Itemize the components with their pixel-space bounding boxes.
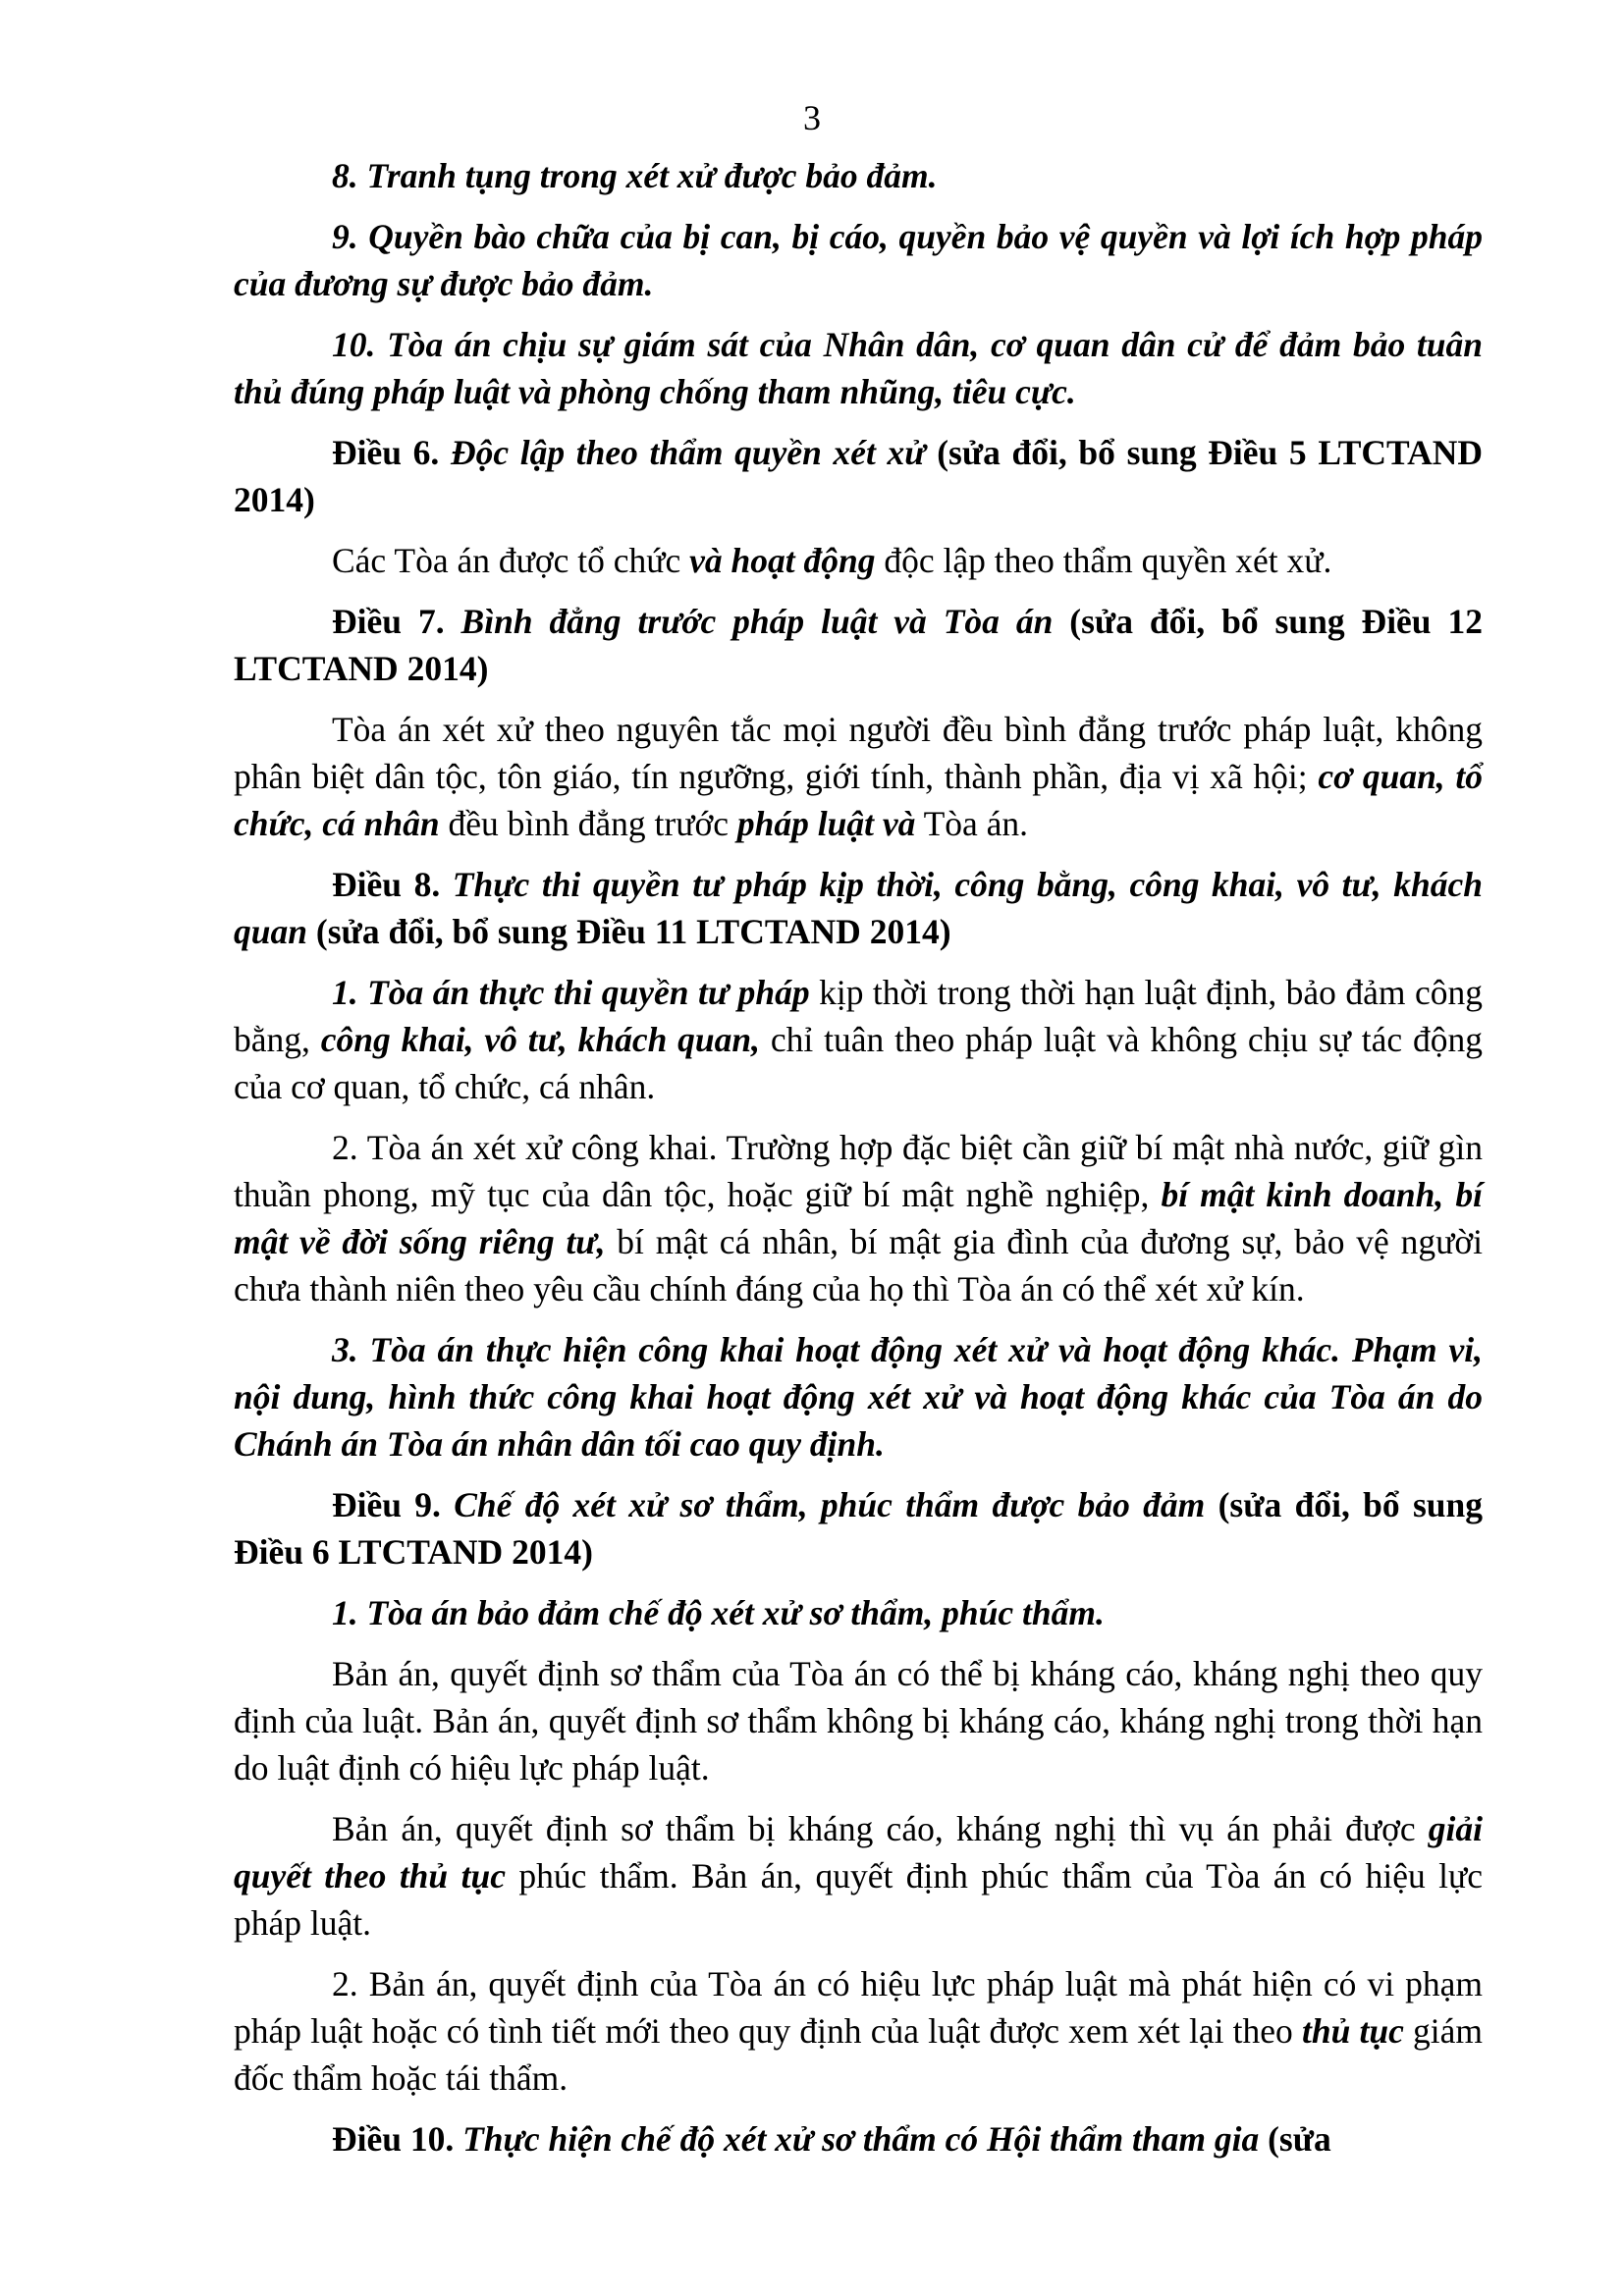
text-run: Độc lập theo thẩm quyền xét xử (450, 433, 926, 472)
text-run: thủ tục (1301, 2011, 1404, 2051)
text-run: giám đốc thẩm hoặc tái thẩm. (234, 2011, 1484, 2098)
paragraph (234, 861, 1483, 955)
paragraph (234, 1650, 1483, 1791)
paragraph (234, 1589, 1483, 1636)
text-run: phúc thẩm. Bản án, quyết định phúc thẩm của Tòa án có hiệu lực pháp luật. (234, 1856, 1483, 1943)
text-run: Chế độ xét xử sơ thẩm, phúc thẩm được bảo đảm (454, 1485, 1206, 1524)
text-run: 2. Bản án, quyết định của Tòa án có hiệu lực pháp luật mà phát hiện có vi phạm pháp luật hoặc có tình tiết mới theo quy định của luật được xem xét lại theo (234, 1964, 1483, 2051)
paragraph (234, 429, 1483, 523)
text-run: Tòa án. (915, 804, 1029, 843)
text-run: Bình đẳng trước pháp luật và Tòa án (460, 602, 1054, 641)
paragraph (234, 537, 1483, 584)
text-run: (sửa (1259, 2119, 1331, 2159)
page-number: 3 (803, 98, 821, 137)
text-run: độc lập theo thẩm quyền xét xử. (875, 541, 1332, 580)
text-run: 1. Tòa án thực thi quyền tư pháp (332, 973, 810, 1012)
text-run: pháp luật và (736, 804, 916, 843)
paragraph (234, 706, 1483, 847)
text-run: Điều 9. (332, 1485, 455, 1524)
text-run: Các Tòa án được tổ chức (332, 541, 690, 580)
text-run: Bản án, quyết định sơ thẩm của Tòa án có thể bị kháng cáo, kháng nghị theo quy định của luật. Bản án, quyết định sơ thẩm không bị kháng cáo, kháng nghị trong thời hạn do luật định có hiệu lực pháp luật. (234, 1654, 1483, 1788)
text-run: Tòa án xét xử theo nguyên tắc mọi người đều bình đẳng trước pháp luật, không phân biệt dân tộc, tôn giáo, tín ngưỡng, giới tính, thành phần, địa vị xã hội; (234, 710, 1483, 796)
text-run: (sửa đổi, bổ sung Điều 6 LTCTAND 2014) (234, 1485, 1484, 1572)
text-run: Điều 7. (332, 602, 461, 641)
text-run: 2. Tòa án xét xử công khai. Trường hợp đặc biệt cần giữ bí mật nhà nước, giữ gìn thuần phong, mỹ tục của dân tộc, hoặc giữ bí mật nghề nghiệp, (234, 1128, 1483, 1214)
text-run: 10. Tòa án chịu sự giám sát của Nhân dân, cơ quan dân cử để đảm bảo tuân thủ đúng pháp luật và phòng chống tham nhũng, tiêu cực. (234, 325, 1483, 411)
text-run: và hoạt động (689, 541, 876, 580)
paragraph (234, 1805, 1483, 1947)
text-run: bí mật cá nhân, bí mật gia đình của đương sự, bảo vệ người chưa thành niên theo yêu cầu chính đáng của họ thì Tòa án có thể xét xử kín. (234, 1222, 1483, 1308)
text-run: (sửa đổi, bổ sung Điều 5 LTCTAND 2014) (234, 433, 1484, 519)
paragraph (234, 1124, 1483, 1312)
text-run: Điều 10. (332, 2119, 463, 2159)
text-run: Điều 6. (332, 433, 451, 472)
text-run: (sửa đổi, bổ sung Điều 11 LTCTAND 2014) (307, 912, 951, 951)
text-run: Thực thi quyền tư pháp kịp thời, công bằng, công khai, vô tư, khách quan (234, 865, 1484, 951)
paragraph (234, 321, 1483, 415)
text-run: bí mật kinh doanh, bí mật về đời sống riêng tư, (234, 1175, 1483, 1261)
paragraph (234, 1481, 1483, 1575)
text-run: Bản án, quyết định sơ thẩm bị kháng cáo, kháng nghị thì vụ án phải được (332, 1809, 1429, 1848)
text-run: công khai, vô tư, khách quan, (320, 1020, 761, 1059)
text-run: 1. Tòa án bảo đảm chế độ xét xử sơ thẩm, phúc thẩm. (332, 1593, 1105, 1632)
paragraph (234, 598, 1483, 692)
paragraph (234, 1960, 1483, 2102)
paragraph (234, 1326, 1483, 1468)
text-run: (sửa đổi, bổ sung Điều 12 LTCTAND 2014) (234, 602, 1483, 688)
text-run: Điều 8. (332, 865, 453, 904)
document-body (234, 152, 1483, 2176)
text-run: 9. Quyền bào chữa của bị can, bị cáo, quyền bảo vệ quyền và lợi ích hợp pháp của đương sự được bảo đảm. (234, 217, 1483, 303)
text-run: cơ quan, tổ chức, cá nhân (234, 757, 1483, 843)
text-run: chỉ tuân theo pháp luật và không chịu sự tác động của cơ quan, tổ chức, cá nhân. (234, 1020, 1483, 1106)
text-run: Thực hiện chế độ xét xử sơ thẩm có Hội thẩm tham gia (462, 2119, 1260, 2159)
text-run: giải quyết theo thủ tục (234, 1809, 1483, 1896)
text-run: 3. Tòa án thực hiện công khai hoạt động xét xử và hoạt động khác. Phạm vi, nội dung, hình thức công khai hoạt động xét xử và hoạt động khác của Tòa án do Chánh án Tòa án nhân dân tối cao quy định. (234, 1330, 1483, 1464)
paragraph (234, 152, 1483, 199)
paragraph (234, 969, 1483, 1110)
paragraph (234, 213, 1483, 307)
paragraph (234, 2115, 1483, 2163)
text-run: đều bình đẳng trước (439, 804, 737, 843)
text-run: kịp thời trong thời hạn luật định, bảo đảm công bằng, (234, 973, 1484, 1059)
text-run: 8. Tranh tụng trong xét xử được bảo đảm. (332, 156, 938, 195)
